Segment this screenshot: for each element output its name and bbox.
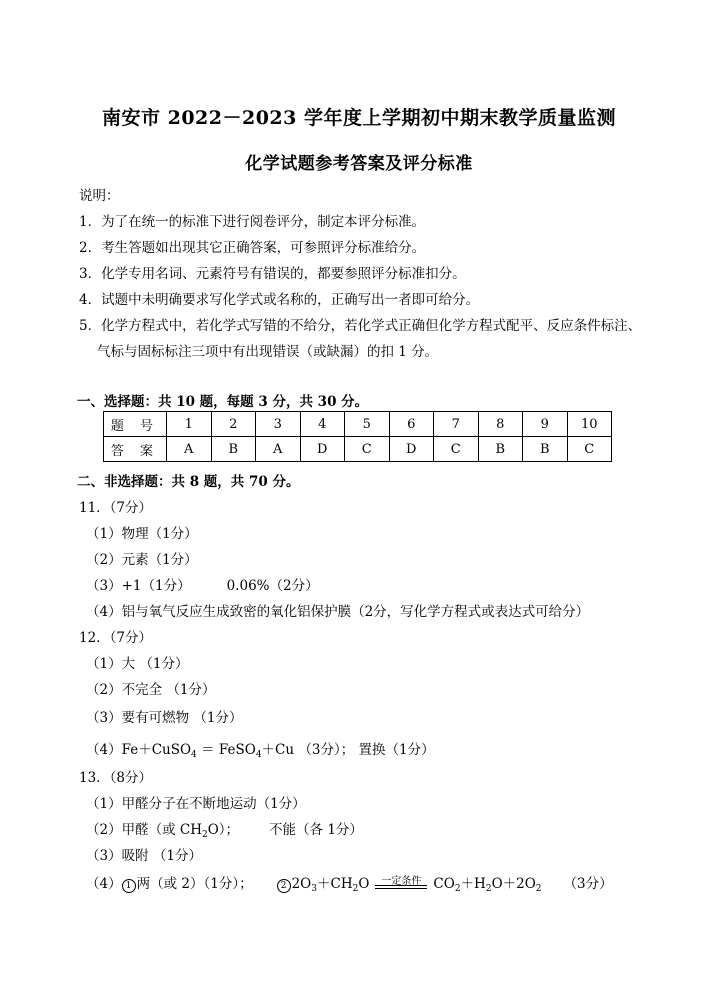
q11-answer: （4）铝与氧气反应生成致密的氧化铝保护膜（2分，写化学方程式或表达式可给分） xyxy=(86,604,590,620)
eq-part: O＋2O xyxy=(491,876,536,892)
question-number: 3 xyxy=(256,412,301,437)
note-item: 气标与固标标注三项中有出现错误（或缺漏）的扣 1 分。 xyxy=(97,344,439,360)
row-label-number: 题 号 xyxy=(104,412,167,437)
eq-part: 2O xyxy=(291,876,312,892)
eq-sub: 2 xyxy=(352,884,359,894)
table-row xyxy=(104,437,612,462)
q12-answer: （3）要有可燃物 （1分） xyxy=(86,710,243,726)
section1-heading: 一、选择题：共 10 题，每题 3 分，共 30 分。 xyxy=(77,394,369,410)
question-number: 6 xyxy=(389,412,434,437)
page-title: 南安市 2022－2023 学年度上学期初中期末教学质量监测 xyxy=(102,107,616,129)
question-number: 1 xyxy=(167,412,212,437)
question-number: 2 xyxy=(211,412,256,437)
note-item: 2．考生答题如出现其它正确答案，可参照评分标准给分。 xyxy=(79,240,426,256)
q13-equation xyxy=(86,872,613,894)
table-row xyxy=(104,412,612,437)
eq-sub: 2 xyxy=(535,884,542,894)
eq-sub: 4 xyxy=(255,750,262,760)
q13-answer: （1）甲醛分子在不断地运动（1分） xyxy=(86,796,306,812)
row-label-answer: 答 案 xyxy=(104,437,167,462)
q13-2d: 不能（各 1分） xyxy=(269,822,363,838)
q13-heading: 13．（8分） xyxy=(79,770,153,786)
question-number: 4 xyxy=(300,412,345,437)
answer-table xyxy=(103,411,612,462)
q12-equation xyxy=(86,738,435,760)
eq-part: 两（或 2）（1分）； xyxy=(136,876,253,892)
note-item: 4．试题中未明确要求写化学式或名称的，正确写出一者即可给分。 xyxy=(79,292,480,308)
q11-answer: （1）物理（1分） xyxy=(86,526,198,542)
answer-cell: A xyxy=(167,437,212,462)
q11-3b: 0.06%（2分） xyxy=(226,578,319,594)
q13-2a: （2）甲醛（或 CH xyxy=(86,822,202,838)
eq-sub: 2 xyxy=(201,830,208,840)
q12-answer: （1）大 （1分） xyxy=(86,656,189,672)
question-number: 10 xyxy=(567,412,612,437)
eq-sub: 4 xyxy=(191,750,197,760)
eq-part: ＋CH xyxy=(316,876,353,892)
answer-cell: C xyxy=(567,437,612,462)
answer-cell: B xyxy=(478,437,523,462)
answer-cell: B xyxy=(211,437,256,462)
answer-cell: A xyxy=(256,437,301,462)
q11-answer: （2）元素（1分） xyxy=(86,552,198,568)
answer-cell: D xyxy=(389,437,434,462)
q12-heading: 12．（7分） xyxy=(79,630,153,646)
eq-sub: 2 xyxy=(485,884,492,894)
eq-part: O xyxy=(358,876,370,892)
section2-heading: 二、非选择题：共 8 题，共 70 分。 xyxy=(77,474,300,490)
question-number: 7 xyxy=(434,412,479,437)
answer-cell: C xyxy=(434,437,479,462)
eq-score: （3分） xyxy=(563,876,613,892)
note-item: 5．化学方程式中，若化学式写错的不给分，若化学式正确但化学方程式配平、反应条件标注、 xyxy=(79,318,642,334)
q11-answer xyxy=(86,574,319,594)
eq-part: ＋Cu （3分）； 置换（1分） xyxy=(261,742,435,758)
eq-sub: 3 xyxy=(311,884,317,894)
q11-heading: 11．（7分） xyxy=(79,500,153,516)
q13-2c: O）； xyxy=(207,822,240,838)
condition-label: 一定条件 xyxy=(381,876,422,887)
answer-cell: B xyxy=(523,437,568,462)
eq-part: CO xyxy=(433,876,455,892)
eq-part: ＝ FeSO xyxy=(196,742,256,758)
answer-cell: C xyxy=(345,437,390,462)
eq-part: ＋H xyxy=(460,876,486,892)
notes-heading: 说明： xyxy=(79,188,120,204)
eq-part: （4）Fe＋CuSO xyxy=(86,742,192,758)
note-item: 1．为了在统一的标准下进行阅卷评分，制定本评分标准。 xyxy=(79,214,426,230)
circled-one-icon: 1 xyxy=(122,879,136,893)
answer-cell: D xyxy=(300,437,345,462)
q13-answer xyxy=(86,818,363,840)
question-number: 9 xyxy=(523,412,568,437)
circled-two-icon: 2 xyxy=(277,879,291,893)
q11-3a: （3）+1（1分） xyxy=(86,578,191,594)
note-item: 3．化学专用名词、元素符号有错误的，都要参照评分标准扣分。 xyxy=(79,266,466,282)
reaction-condition xyxy=(375,876,427,894)
eq-sub: 2 xyxy=(454,884,461,894)
question-number: 5 xyxy=(345,412,390,437)
eq-part: （4） xyxy=(86,876,122,892)
page-subtitle: 化学试题参考答案及评分标准 xyxy=(245,154,473,174)
q13-answer: （3）吸附 （1分） xyxy=(86,848,202,864)
q12-answer: （2）不完全 （1分） xyxy=(86,682,216,698)
question-number: 8 xyxy=(478,412,523,437)
